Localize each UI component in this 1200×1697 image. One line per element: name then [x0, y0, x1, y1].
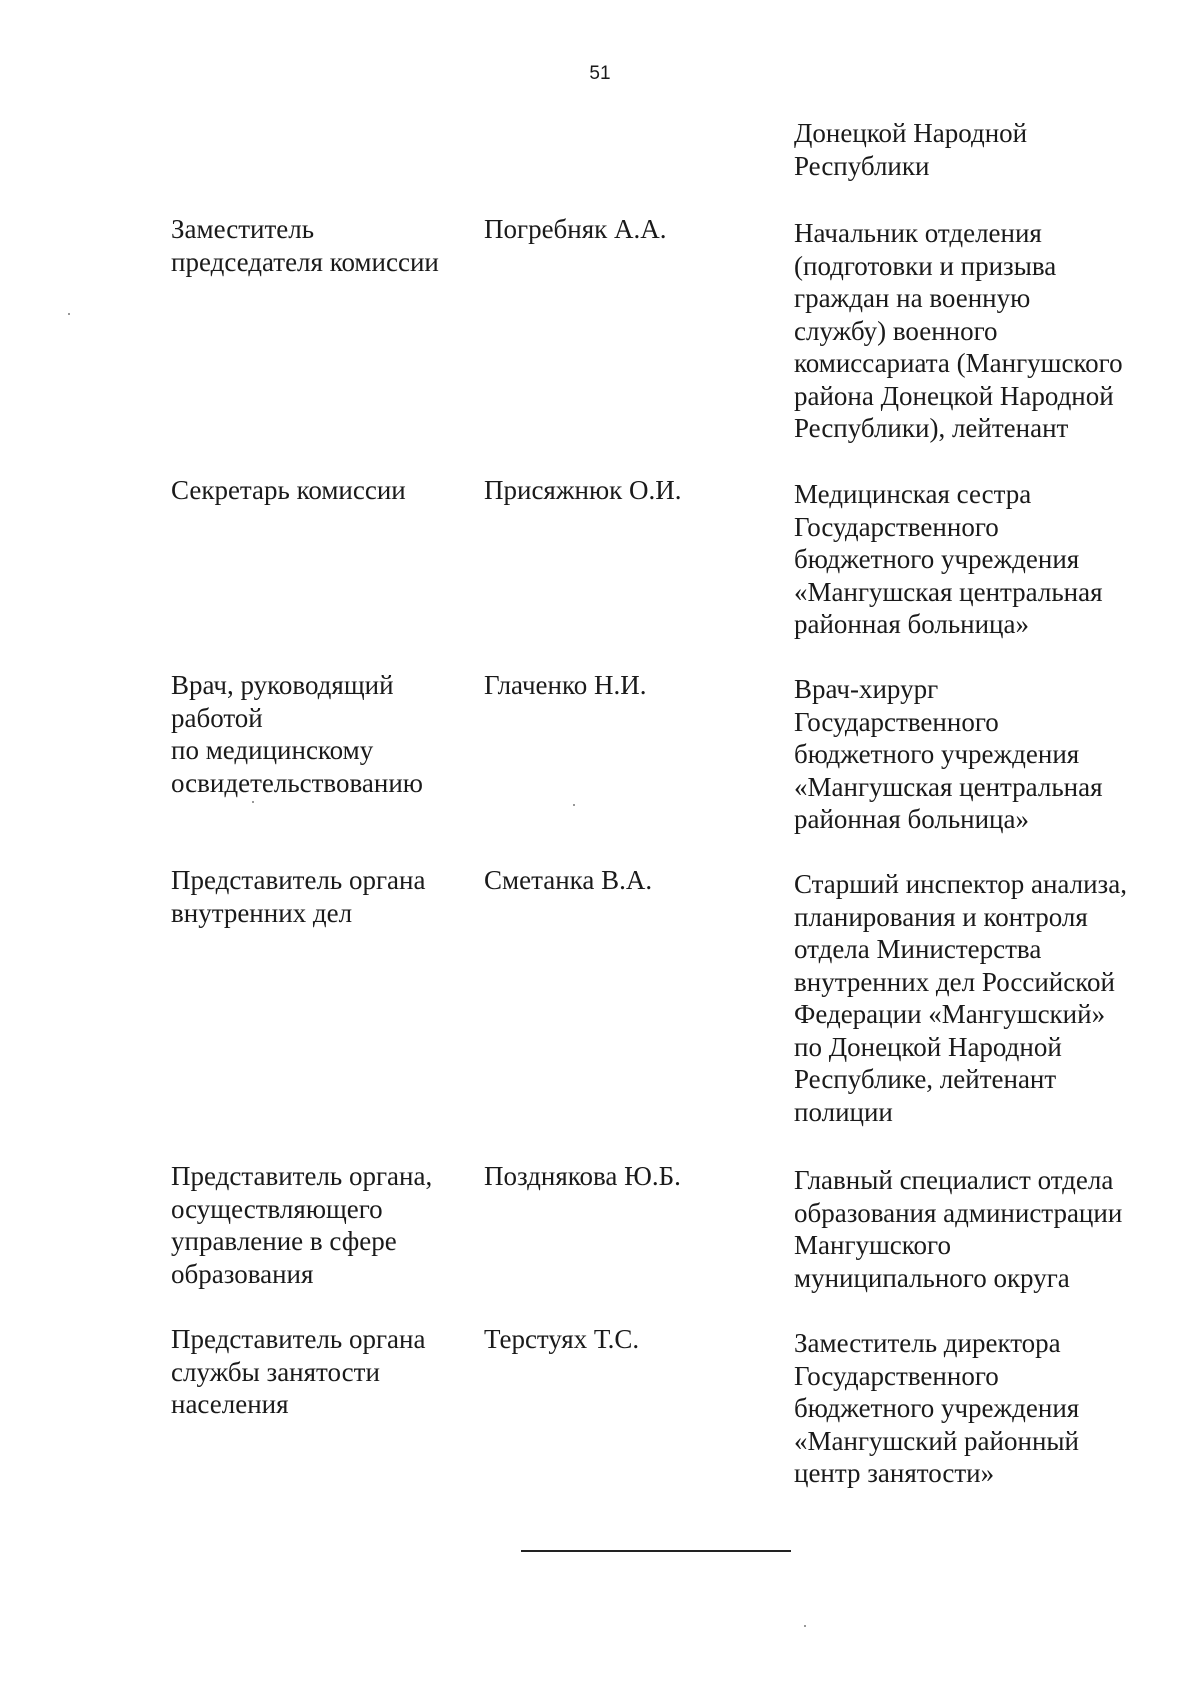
member-position: Медицинская сестра Государственного бюджетного учреждения «Мангушская центральная районная больница» — [794, 479, 1103, 639]
member-role: Представитель органа, осуществляющего управление в сфере образования — [171, 1161, 433, 1289]
member-position: Врач-хирург Государственного бюджетного учреждения «Мангушская центральная районная больница» — [794, 674, 1103, 834]
carryover-position-text: Донецкой Народной Республики — [794, 118, 1028, 181]
member-name: Погребняк А.А. — [484, 214, 667, 244]
scan-speck — [252, 801, 254, 803]
member-position: Старший инспектор анализа, планирования и контроля отдела Министерства внутренних дел Российской Федерации «Мангушский» по Донецкой Народной Республике, лейтенант полиции — [794, 869, 1127, 1127]
page-number: 51 — [589, 63, 611, 84]
member-name: Глаченко Н.И. — [484, 670, 647, 700]
scan-speck — [573, 804, 575, 806]
member-name: Терстуях Т.С. — [484, 1324, 640, 1354]
member-name: Позднякова Ю.Б. — [484, 1161, 681, 1191]
member-position: Начальник отделения (подготовки и призыва граждан на военную службу) военного комиссариата (Мангушского района Донецкой Народной Республики), лейтенант — [794, 218, 1123, 443]
scan-speck — [68, 313, 70, 315]
member-position: Заместитель директора Государственного бюджетного учреждения «Мангушский районный центр занятости» — [794, 1328, 1080, 1488]
member-name: Присяжнюк О.И. — [484, 475, 682, 505]
scan-speck — [804, 1625, 806, 1627]
member-role: Заместитель председателя комиссии — [171, 214, 439, 277]
member-position: Главный специалист отдела образования администрации Мангушского муниципального округа — [794, 1165, 1123, 1293]
member-name: Сметанка В.А. — [484, 865, 653, 895]
member-role: Врач, руководящий работой по медицинскому освидетельствованию — [171, 670, 423, 798]
end-of-list-rule — [521, 1550, 791, 1552]
member-role: Представитель органа службы занятости населения — [171, 1324, 426, 1419]
member-role: Представитель органа внутренних дел — [171, 865, 426, 928]
member-role: Секретарь комиссии — [171, 475, 406, 505]
